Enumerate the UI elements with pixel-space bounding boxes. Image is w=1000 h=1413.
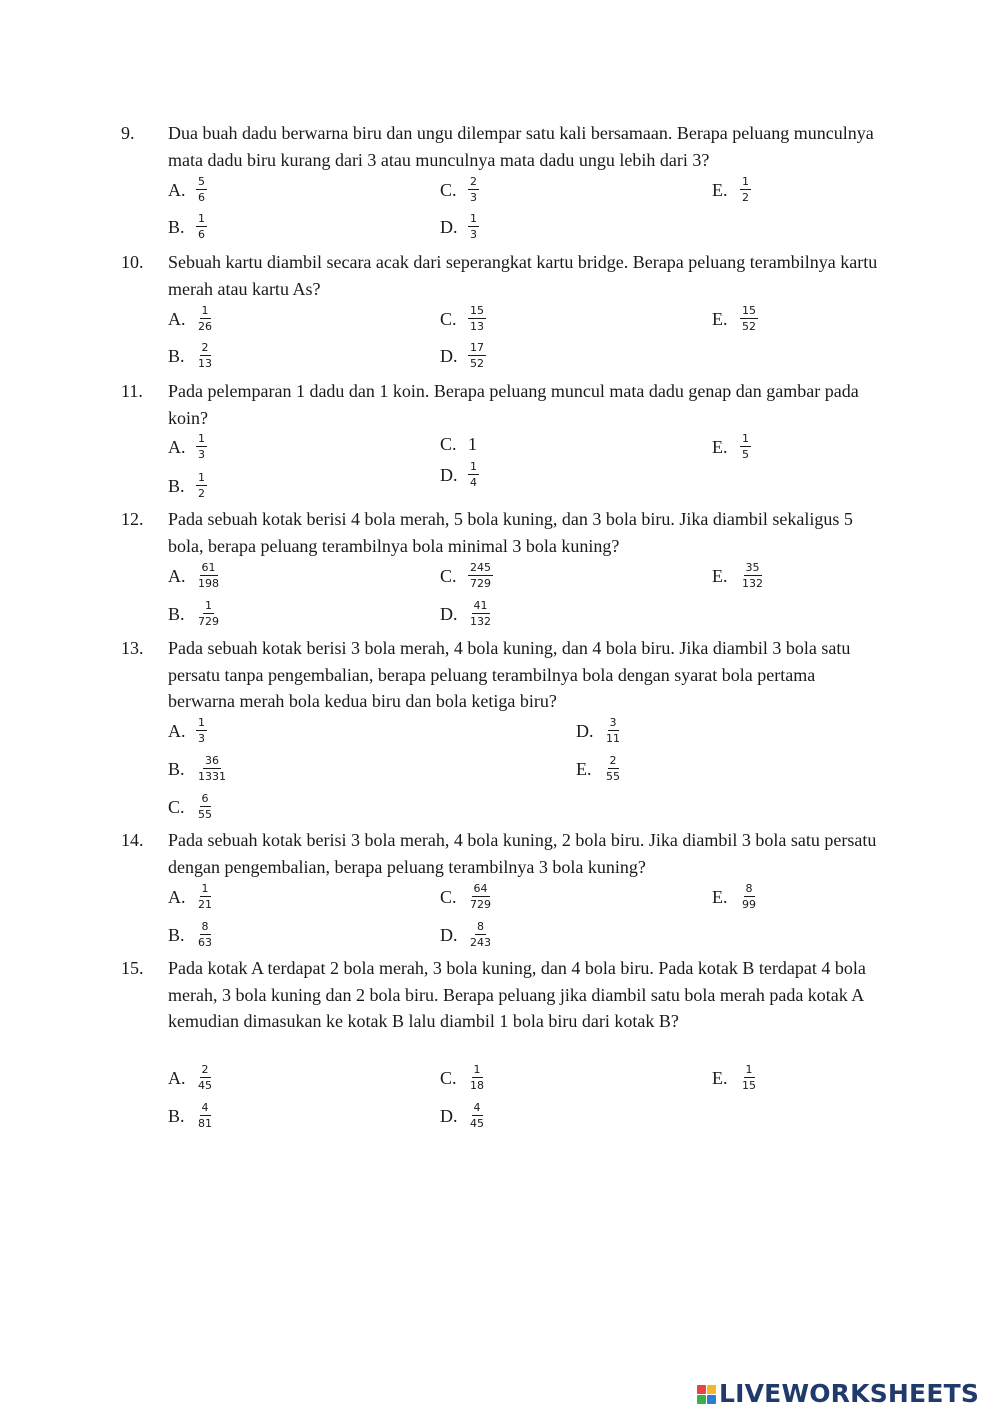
- denominator: 13: [198, 357, 212, 370]
- denominator: 55: [198, 808, 212, 821]
- option-letter: C.: [440, 179, 457, 200]
- question-number: 9.: [121, 123, 135, 143]
- question-text: Dua buah dadu berwarna biru dan ungu dilempar satu kali bersamaan. Berapa peluang munculnya mata dadu biru kurang dari 3 atau munculnya mata dadu ungu lebih dari 3?: [168, 123, 874, 170]
- option-letter: C.: [440, 1067, 457, 1088]
- numerator: 1: [470, 460, 477, 473]
- option-a[interactable]: [168, 175, 207, 204]
- fraction: [604, 754, 622, 783]
- option-letter: E.: [712, 308, 728, 329]
- numerator: 6: [201, 792, 209, 805]
- option-letter: E.: [712, 565, 728, 586]
- logo-text: LIVEWORKSHEETS: [719, 1379, 980, 1408]
- fraction: [604, 716, 622, 745]
- option-letter: A.: [168, 886, 186, 907]
- numerator: 1: [742, 175, 749, 188]
- denominator: 21: [198, 898, 212, 911]
- option-c[interactable]: [440, 1063, 486, 1092]
- fraction: [468, 561, 493, 590]
- option-e[interactable]: [712, 882, 758, 911]
- denominator: 55: [606, 770, 620, 783]
- denominator: 45: [198, 1079, 212, 1092]
- numerator: 3: [609, 716, 617, 729]
- numerator: 35: [745, 561, 760, 574]
- numerator: 1: [473, 1063, 481, 1076]
- option-letter: D.: [440, 1105, 458, 1126]
- fraction: [468, 1063, 486, 1092]
- numerator: 4: [201, 1101, 209, 1114]
- logo-square-green: [697, 1395, 706, 1404]
- denominator: 6: [198, 191, 205, 204]
- question-text: Sebuah kartu diambil secara acak dari seperangkat kartu bridge. Berapa peluang terambilnya kartu merah atau kartu As?: [168, 252, 878, 299]
- fraction: [468, 341, 486, 370]
- question-text: Pada kotak A terdapat 2 bola merah, 3 bola kuning, dan 4 bola biru. Pada kotak B terdapat 4 bola merah, 3 bola kuning dan 2 bola biru. Berapa peluang jika diambil satu bola merah pada kotak A kemudian dimasukan ke kotak B lalu diambil 1 bola biru dari kotak B?: [168, 958, 866, 1031]
- numerator: 1: [742, 432, 749, 445]
- fraction: [740, 304, 758, 333]
- denominator: 6: [198, 228, 205, 241]
- option-c[interactable]: [168, 792, 214, 821]
- option-value: 1: [468, 434, 477, 454]
- option-letter: A.: [168, 565, 186, 586]
- option-letter: B.: [168, 603, 185, 624]
- option-b[interactable]: [168, 1101, 214, 1130]
- option-b[interactable]: [168, 471, 207, 500]
- option-c[interactable]: [440, 175, 479, 204]
- numerator: 15: [742, 304, 756, 317]
- denominator: 2: [198, 487, 205, 500]
- option-letter: D.: [440, 603, 458, 624]
- option-b[interactable]: [168, 341, 214, 370]
- numerator: 1: [205, 599, 212, 612]
- option-a[interactable]: [168, 561, 221, 590]
- denominator: 45: [470, 1117, 484, 1130]
- numerator: 1: [198, 471, 205, 484]
- logo-square-yellow: [707, 1385, 716, 1394]
- option-letter: A.: [168, 436, 186, 457]
- fraction: [196, 175, 207, 204]
- denominator: 729: [470, 898, 491, 911]
- option-letter: E.: [712, 886, 728, 907]
- fraction: [740, 432, 751, 461]
- denominator: 52: [742, 320, 756, 333]
- option-b[interactable]: [168, 212, 207, 241]
- option-d[interactable]: [440, 460, 479, 489]
- option-c[interactable]: [440, 882, 493, 911]
- fraction: [196, 432, 207, 461]
- liveworksheets-logo: [697, 1381, 979, 1407]
- fraction: [196, 716, 207, 745]
- numerator: 17: [470, 341, 484, 354]
- option-a[interactable]: [168, 304, 214, 333]
- numerator: 1: [201, 304, 209, 317]
- option-d[interactable]: [440, 920, 493, 949]
- option-d[interactable]: [440, 599, 493, 628]
- numerator: 8: [201, 920, 209, 933]
- option-letter: B.: [168, 216, 185, 237]
- option-letter: A.: [168, 308, 186, 329]
- option-b[interactable]: [168, 599, 221, 628]
- fraction: [196, 561, 221, 590]
- denominator: 52: [470, 357, 484, 370]
- option-letter: B.: [168, 475, 185, 496]
- option-letter: A.: [168, 1067, 186, 1088]
- option-c[interactable]: [440, 304, 486, 333]
- numerator: 1: [201, 882, 209, 895]
- option-e[interactable]: [712, 432, 751, 461]
- option-letter: D.: [440, 216, 458, 237]
- question-text: Pada sebuah kotak berisi 3 bola merah, 4 bola kuning, dan 4 bola biru. Jika diambil 3 bola satu persatu tanpa pengembalian, berapa peluang terambilnya bola dengan syarat bola pertama berwarna merah bola kedua biru dan bola ketiga biru?: [168, 638, 851, 711]
- numerator: 2: [201, 341, 209, 354]
- question-number: 10.: [121, 252, 144, 272]
- fraction: [468, 1101, 486, 1130]
- numerator: 1: [470, 212, 477, 225]
- denominator: 4: [470, 476, 477, 489]
- logo-grid-icon: [697, 1385, 716, 1404]
- numerator: 5: [198, 175, 205, 188]
- fraction: [468, 920, 493, 949]
- fraction: [740, 1063, 758, 1092]
- option-letter: E.: [712, 1067, 728, 1088]
- option-letter: B.: [168, 345, 185, 366]
- option-letter: E.: [712, 179, 728, 200]
- fraction: [196, 792, 214, 821]
- fraction: [740, 175, 751, 204]
- denominator: 3: [198, 732, 205, 745]
- fraction: [740, 561, 765, 590]
- option-letter: C.: [440, 886, 457, 907]
- fraction: [196, 471, 207, 500]
- numerator: 4: [473, 1101, 481, 1114]
- fraction: [196, 1063, 214, 1092]
- denominator: 2: [742, 191, 749, 204]
- denominator: 3: [470, 228, 477, 241]
- denominator: 13: [470, 320, 484, 333]
- fraction: [196, 920, 214, 949]
- option-e[interactable]: [712, 1063, 758, 1092]
- denominator: 198: [198, 577, 219, 590]
- option-e[interactable]: [712, 304, 758, 333]
- option-d[interactable]: [440, 1101, 486, 1130]
- denominator: 3: [198, 448, 205, 461]
- numerator: 2: [609, 754, 617, 767]
- numerator: 2: [470, 175, 477, 188]
- question-text: Pada pelemparan 1 dadu dan 1 koin. Berapa peluang muncul mata dadu genap dan gambar pada koin?: [168, 381, 859, 428]
- option-c[interactable]: [440, 561, 493, 590]
- numerator: 245: [470, 561, 491, 574]
- question-number: 12.: [121, 509, 144, 529]
- option-letter: D.: [576, 720, 594, 741]
- fraction: [468, 175, 479, 204]
- fraction: [196, 754, 228, 783]
- option-letter: A.: [168, 179, 186, 200]
- numerator: 41: [473, 599, 488, 612]
- fraction: [196, 882, 214, 911]
- option-d[interactable]: [440, 341, 486, 370]
- option-letter: E.: [712, 436, 728, 457]
- denominator: 63: [198, 936, 212, 949]
- fraction: [196, 304, 214, 333]
- option-letter: B.: [168, 1105, 185, 1126]
- option-d[interactable]: [440, 212, 479, 241]
- option-letter: A.: [168, 720, 186, 741]
- numerator: 15: [470, 304, 484, 317]
- denominator: 11: [606, 732, 620, 745]
- numerator: 8: [477, 920, 484, 933]
- logo-square-blue: [707, 1395, 716, 1404]
- option-letter: C.: [440, 565, 457, 586]
- numerator: 1: [745, 1063, 753, 1076]
- denominator: 1331: [198, 770, 226, 783]
- option-letter: D.: [440, 345, 458, 366]
- fraction: [468, 212, 479, 241]
- option-letter: E.: [576, 758, 592, 779]
- question-text: Pada sebuah kotak berisi 3 bola merah, 4 bola kuning, 2 bola biru. Jika diambil 3 bola satu persatu dengan pengembalian, berapa peluang terambilnya 3 bola kuning?: [168, 830, 877, 877]
- option-e[interactable]: [576, 754, 622, 783]
- option-a[interactable]: [168, 432, 207, 461]
- question-number: 11.: [121, 381, 143, 401]
- numerator: 36: [205, 754, 219, 767]
- fraction: [468, 304, 486, 333]
- denominator: 243: [470, 936, 491, 949]
- denominator: 81: [198, 1117, 212, 1130]
- denominator: 132: [470, 615, 491, 628]
- option-e[interactable]: [712, 561, 765, 590]
- denominator: 99: [742, 898, 756, 911]
- fraction: [196, 212, 207, 241]
- fraction: [468, 460, 479, 489]
- fraction: [196, 341, 214, 370]
- option-b[interactable]: [168, 754, 228, 783]
- denominator: 5: [742, 448, 749, 461]
- numerator: 61: [201, 561, 216, 574]
- option-a[interactable]: [168, 1063, 214, 1092]
- numerator: 1: [198, 432, 205, 445]
- fraction: [468, 599, 493, 628]
- numerator: 1: [198, 212, 205, 225]
- numerator: 2: [201, 1063, 209, 1076]
- option-letter: C.: [440, 434, 457, 454]
- question-number: 13.: [121, 638, 144, 658]
- option-e[interactable]: [712, 175, 751, 204]
- question-number: 14.: [121, 830, 144, 850]
- denominator: 3: [470, 191, 477, 204]
- question-number: 15.: [121, 958, 144, 978]
- fraction: [196, 1101, 214, 1130]
- option-b[interactable]: [168, 920, 214, 949]
- fraction: [468, 882, 493, 911]
- logo-square-red: [697, 1385, 706, 1394]
- option-letter: D.: [440, 924, 458, 945]
- numerator: 64: [473, 882, 488, 895]
- fraction: [740, 882, 758, 911]
- denominator: 15: [742, 1079, 756, 1092]
- denominator: 729: [198, 615, 219, 628]
- option-letter: B.: [168, 758, 185, 779]
- numerator: 8: [745, 882, 753, 895]
- option-letter: D.: [440, 464, 458, 485]
- denominator: 729: [470, 577, 491, 590]
- fraction: [196, 599, 221, 628]
- denominator: 18: [470, 1079, 484, 1092]
- option-letter: B.: [168, 924, 185, 945]
- option-letter: C.: [168, 796, 185, 817]
- option-a[interactable]: [168, 882, 214, 911]
- numerator: 1: [198, 716, 205, 729]
- option-c[interactable]: [440, 434, 477, 454]
- denominator: 26: [198, 320, 212, 333]
- option-d[interactable]: [576, 716, 622, 745]
- option-letter: C.: [440, 308, 457, 329]
- denominator: 132: [742, 577, 763, 590]
- option-a[interactable]: [168, 716, 207, 745]
- question-text: Pada sebuah kotak berisi 4 bola merah, 5 bola kuning, dan 3 bola biru. Jika diambil sekaligus 5 bola, berapa peluang terambilnya bola minimal 3 bola kuning?: [168, 509, 853, 556]
